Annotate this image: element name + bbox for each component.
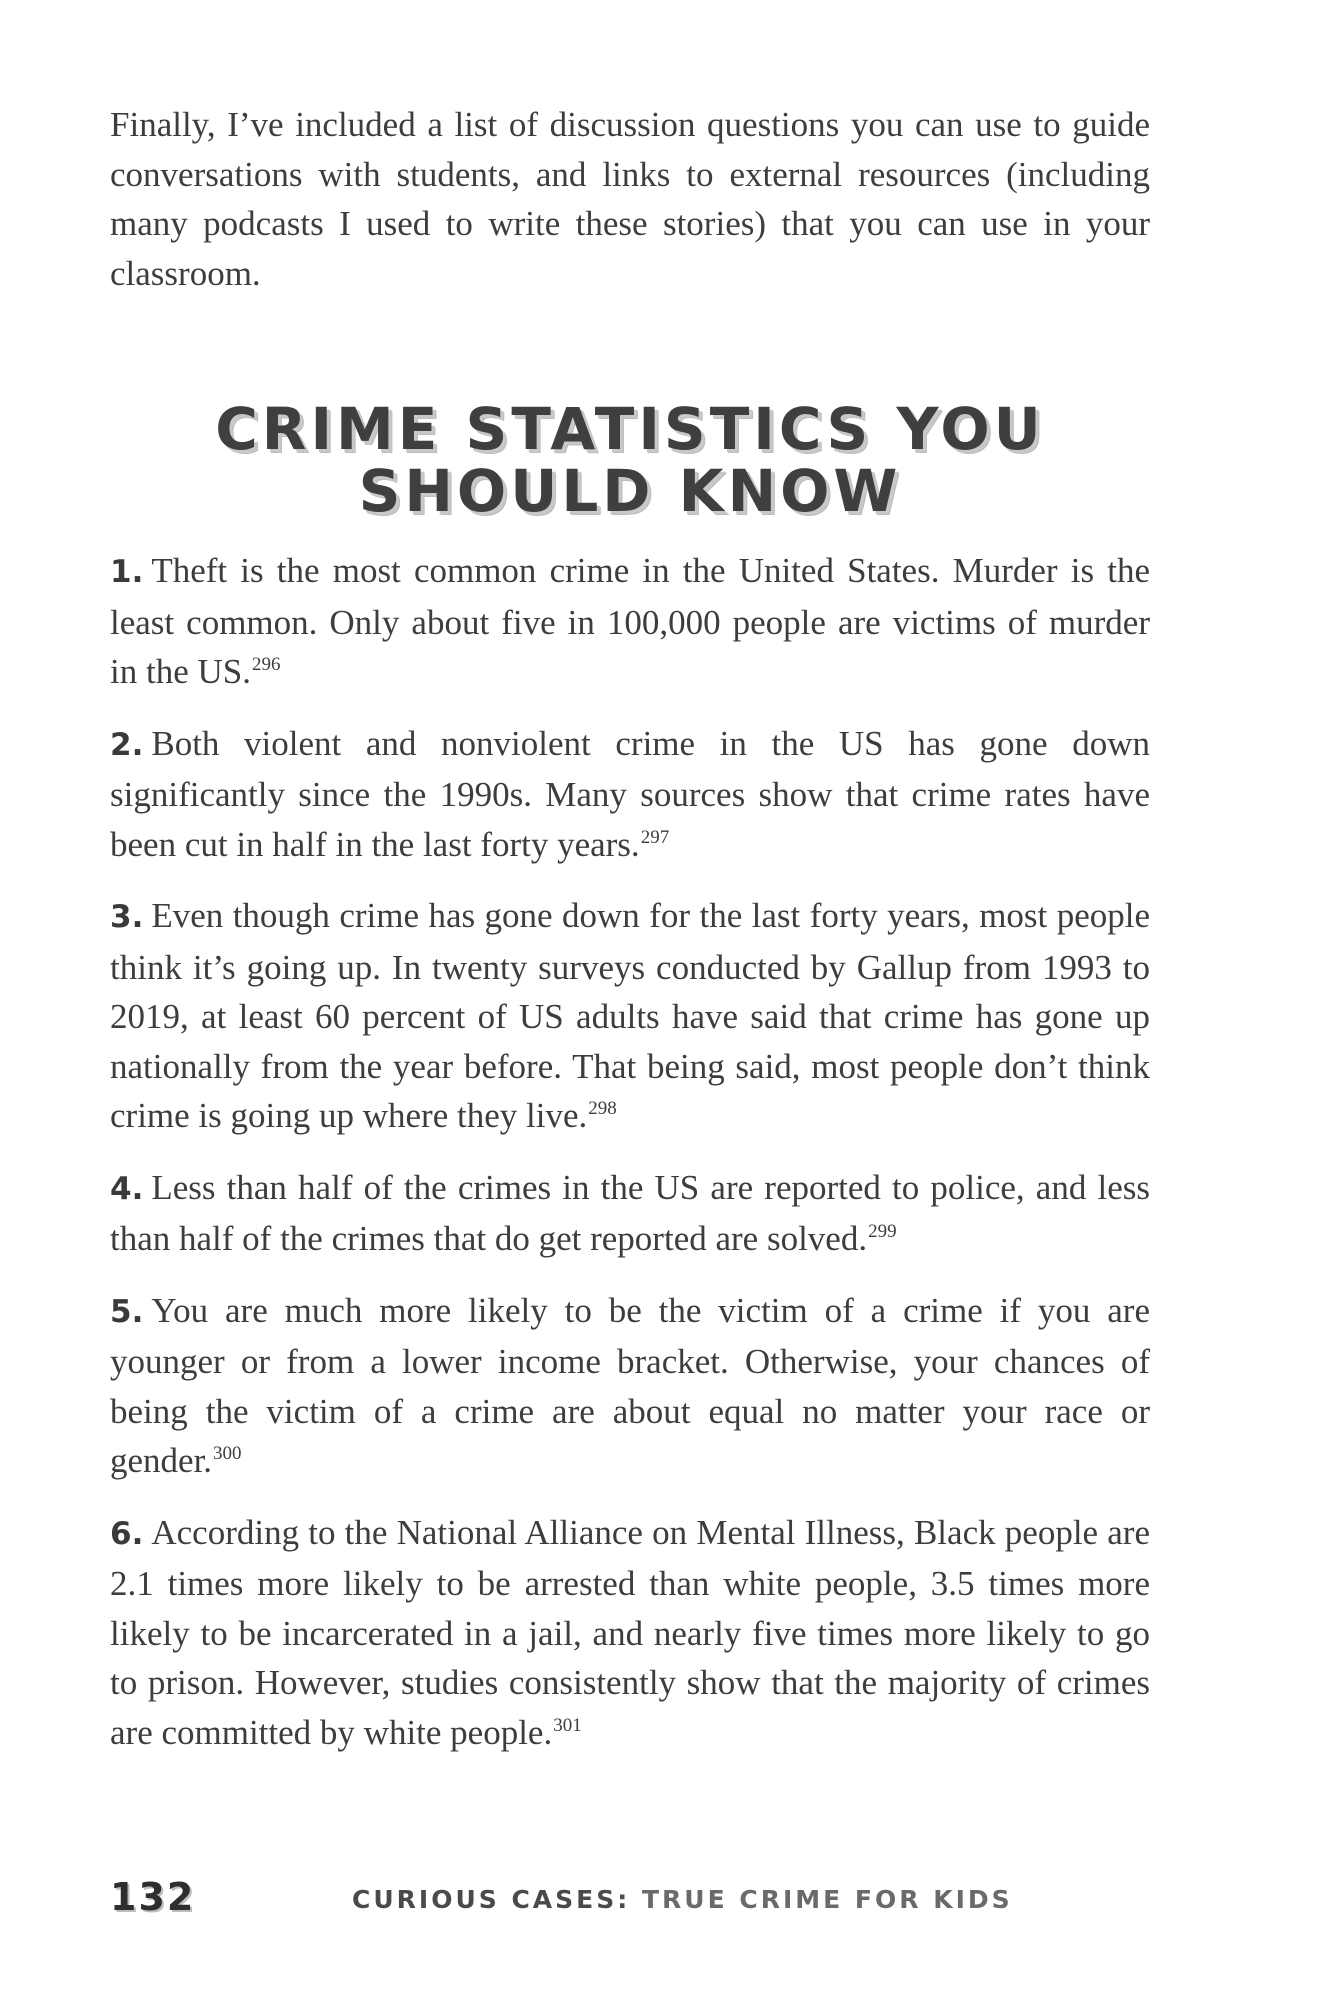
footnote-ref: 300 bbox=[213, 1443, 242, 1465]
item-text: Even though crime has gone down for the last forty years, most people think it’s going up. In twenty surveys conducted by Gallup from 1993 to 2019, at least 60 percent of US adults have said that crime has gone up nationally from the year before. That being said, most people don’t think crime is going up where they live. bbox=[110, 896, 1150, 1135]
item-number: 5. bbox=[110, 1293, 144, 1330]
section-heading-line-2: SHOULD KNOW bbox=[358, 457, 902, 525]
statistic-item bbox=[110, 1163, 1150, 1264]
statistics-list bbox=[110, 546, 1150, 1779]
footnote-ref: 296 bbox=[251, 654, 281, 676]
footnote-ref: 298 bbox=[588, 1098, 617, 1120]
item-text: According to the National Alliance on Mental Illness, Black people are 2.1 times more likely to be arrested than white people, 3.5 times more likely to be incarcerated in a jail, and nearly five times more likely to go to prison. However, studies consistently show that the majority of crimes are committed by white people. bbox=[110, 1512, 1150, 1752]
statistic-item bbox=[110, 719, 1150, 870]
item-text: Theft is the most common crime in the United States. Murder is the least common. Only about five in 100,000 people are victims of murder in the US. bbox=[110, 551, 1150, 691]
item-text: Both violent and nonviolent crime in the US has gone down significantly since the 1990s. Many sources show that crime rates have been cut in half in the last forty years. bbox=[110, 723, 1150, 864]
item-number: 4. bbox=[110, 1170, 144, 1207]
page-number: 132 bbox=[110, 1875, 196, 1919]
book-title: CURIOUS CASES: bbox=[352, 1885, 631, 1914]
item-number: 1. bbox=[110, 554, 144, 590]
statistic-item bbox=[110, 891, 1150, 1141]
statistic-item bbox=[110, 1286, 1150, 1486]
page-footer bbox=[110, 1875, 1150, 1925]
statistic-item bbox=[110, 546, 1150, 697]
footnote-ref: 301 bbox=[553, 1714, 582, 1736]
section-heading-line-1: CRIME STATISTICS YOU bbox=[215, 395, 1045, 463]
item-number: 3. bbox=[110, 899, 144, 935]
intro-paragraph: Finally, I’ve included a list of discussion questions you can use to guide conversations with students, and links to external resources (including many podcasts I used to write these stories) that you can use in your classroom. bbox=[110, 105, 1150, 293]
footnote-ref: 297 bbox=[640, 826, 670, 848]
footnote-ref: 299 bbox=[868, 1221, 897, 1243]
book-subtitle: TRUE CRIME FOR KIDS bbox=[641, 1885, 1013, 1914]
item-number: 2. bbox=[110, 726, 144, 763]
item-number: 6. bbox=[110, 1515, 144, 1552]
item-text: Less than half of the crimes in the US are reported to police, and less than half of the crimes that do get reported are solved. bbox=[110, 1167, 1150, 1258]
item-text: You are much more likely to be the victim of a crime if you are younger or from a lower income bracket. Otherwise, your chances of being the victim of a crime are about equal no matter your race or gender. bbox=[110, 1290, 1150, 1480]
running-head bbox=[352, 1885, 1013, 1914]
section-heading bbox=[110, 395, 1150, 525]
statistic-item bbox=[110, 1508, 1150, 1758]
